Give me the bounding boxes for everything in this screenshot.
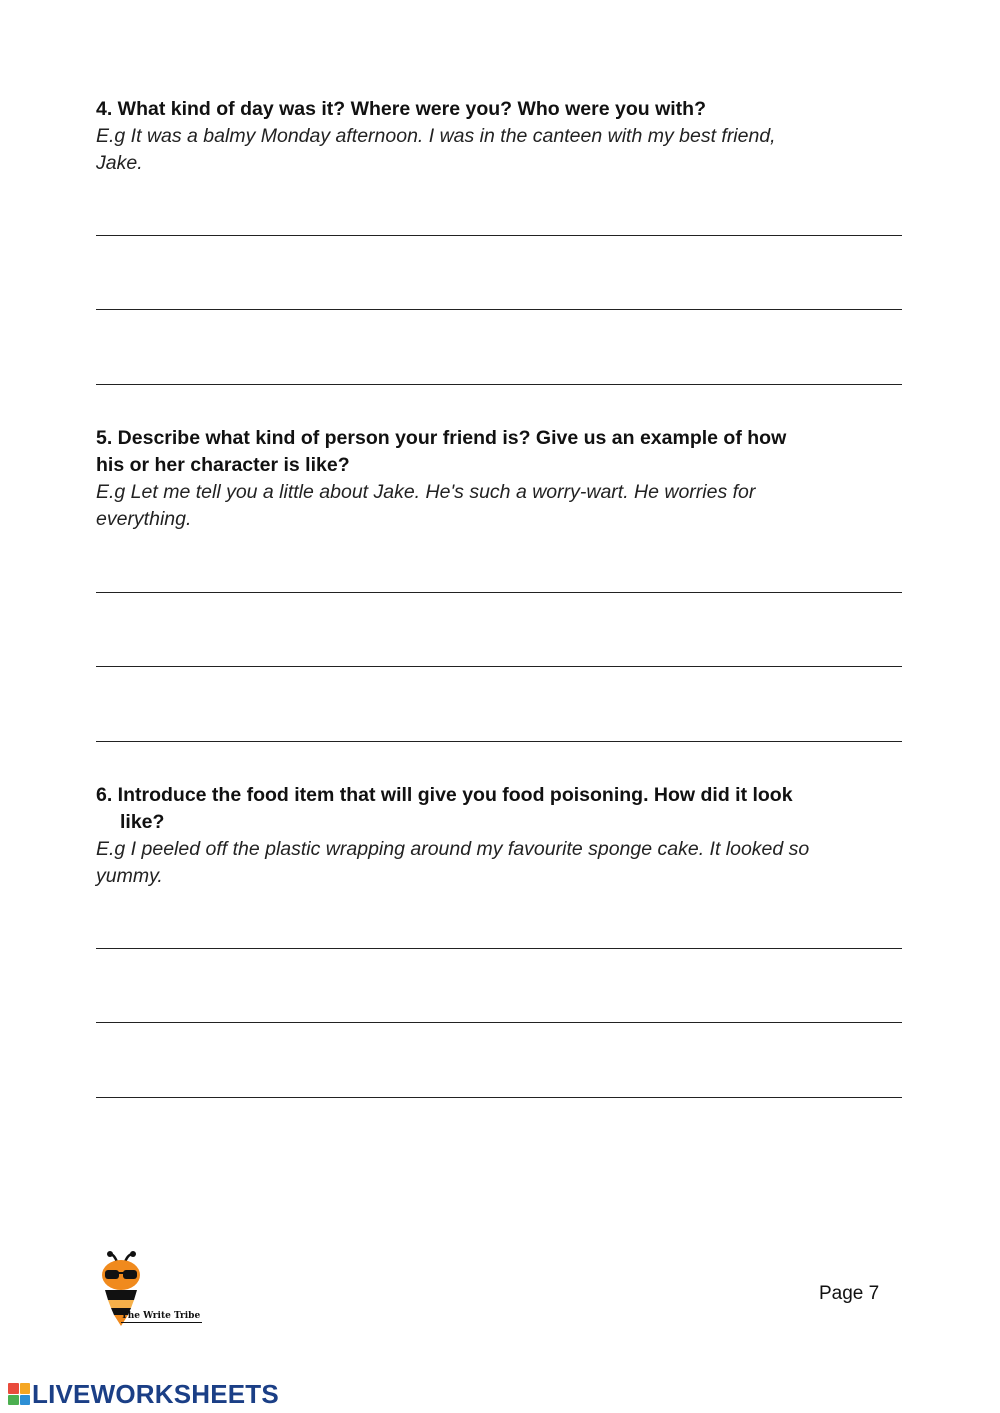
question-5-answer-line-2[interactable] bbox=[96, 640, 902, 667]
question-5-title: 5. Describe what kind of person your friend is? Give us an example of how his or her character is like? bbox=[96, 427, 787, 476]
question-4-answer-line-3[interactable] bbox=[96, 358, 902, 385]
question-6-answer-line-3[interactable] bbox=[96, 1071, 902, 1098]
question-5-example: E.g Let me tell you a little about Jake. He's such a worry-wart. He worries for everything. bbox=[96, 481, 756, 530]
logo-tile-red bbox=[8, 1383, 19, 1394]
question-5-answer-line-3[interactable] bbox=[96, 715, 902, 742]
question-4 bbox=[96, 96, 906, 177]
question-4-answer-line-2[interactable] bbox=[96, 283, 902, 310]
question-4-title: 4. What kind of day was it? Where were you? Who were you with? bbox=[96, 98, 706, 120]
question-6 bbox=[96, 782, 906, 890]
question-6-title: 6. Introduce the food item that will give you food poisoning. How did it look like? bbox=[96, 784, 793, 833]
question-6-answer-line-2[interactable] bbox=[96, 996, 902, 1023]
logo-tile-blue bbox=[20, 1395, 31, 1406]
question-4-example: E.g It was a balmy Monday afternoon. I was in the canteen with my best friend, Jake. bbox=[96, 125, 776, 174]
liveworksheets-wordmark: LIVEWORKSHEETS bbox=[32, 1378, 279, 1409]
liveworksheets-logo-icon bbox=[8, 1383, 30, 1405]
page-number: Page 7 bbox=[819, 1283, 880, 1304]
logo-tile-orange bbox=[20, 1383, 31, 1394]
question-5-answer-line-1[interactable] bbox=[96, 566, 902, 593]
question-6-example: E.g I peeled off the plastic wrapping around my favourite sponge cake. It looked so yummy. bbox=[96, 838, 810, 887]
question-6-answer-line-1[interactable] bbox=[96, 922, 902, 949]
question-4-answer-line-1[interactable] bbox=[96, 209, 902, 236]
liveworksheets-brand[interactable] bbox=[8, 1380, 279, 1408]
logo-caption: The Write Tribe bbox=[121, 1311, 201, 1321]
question-5 bbox=[96, 425, 906, 533]
logo-tile-green bbox=[8, 1395, 19, 1406]
